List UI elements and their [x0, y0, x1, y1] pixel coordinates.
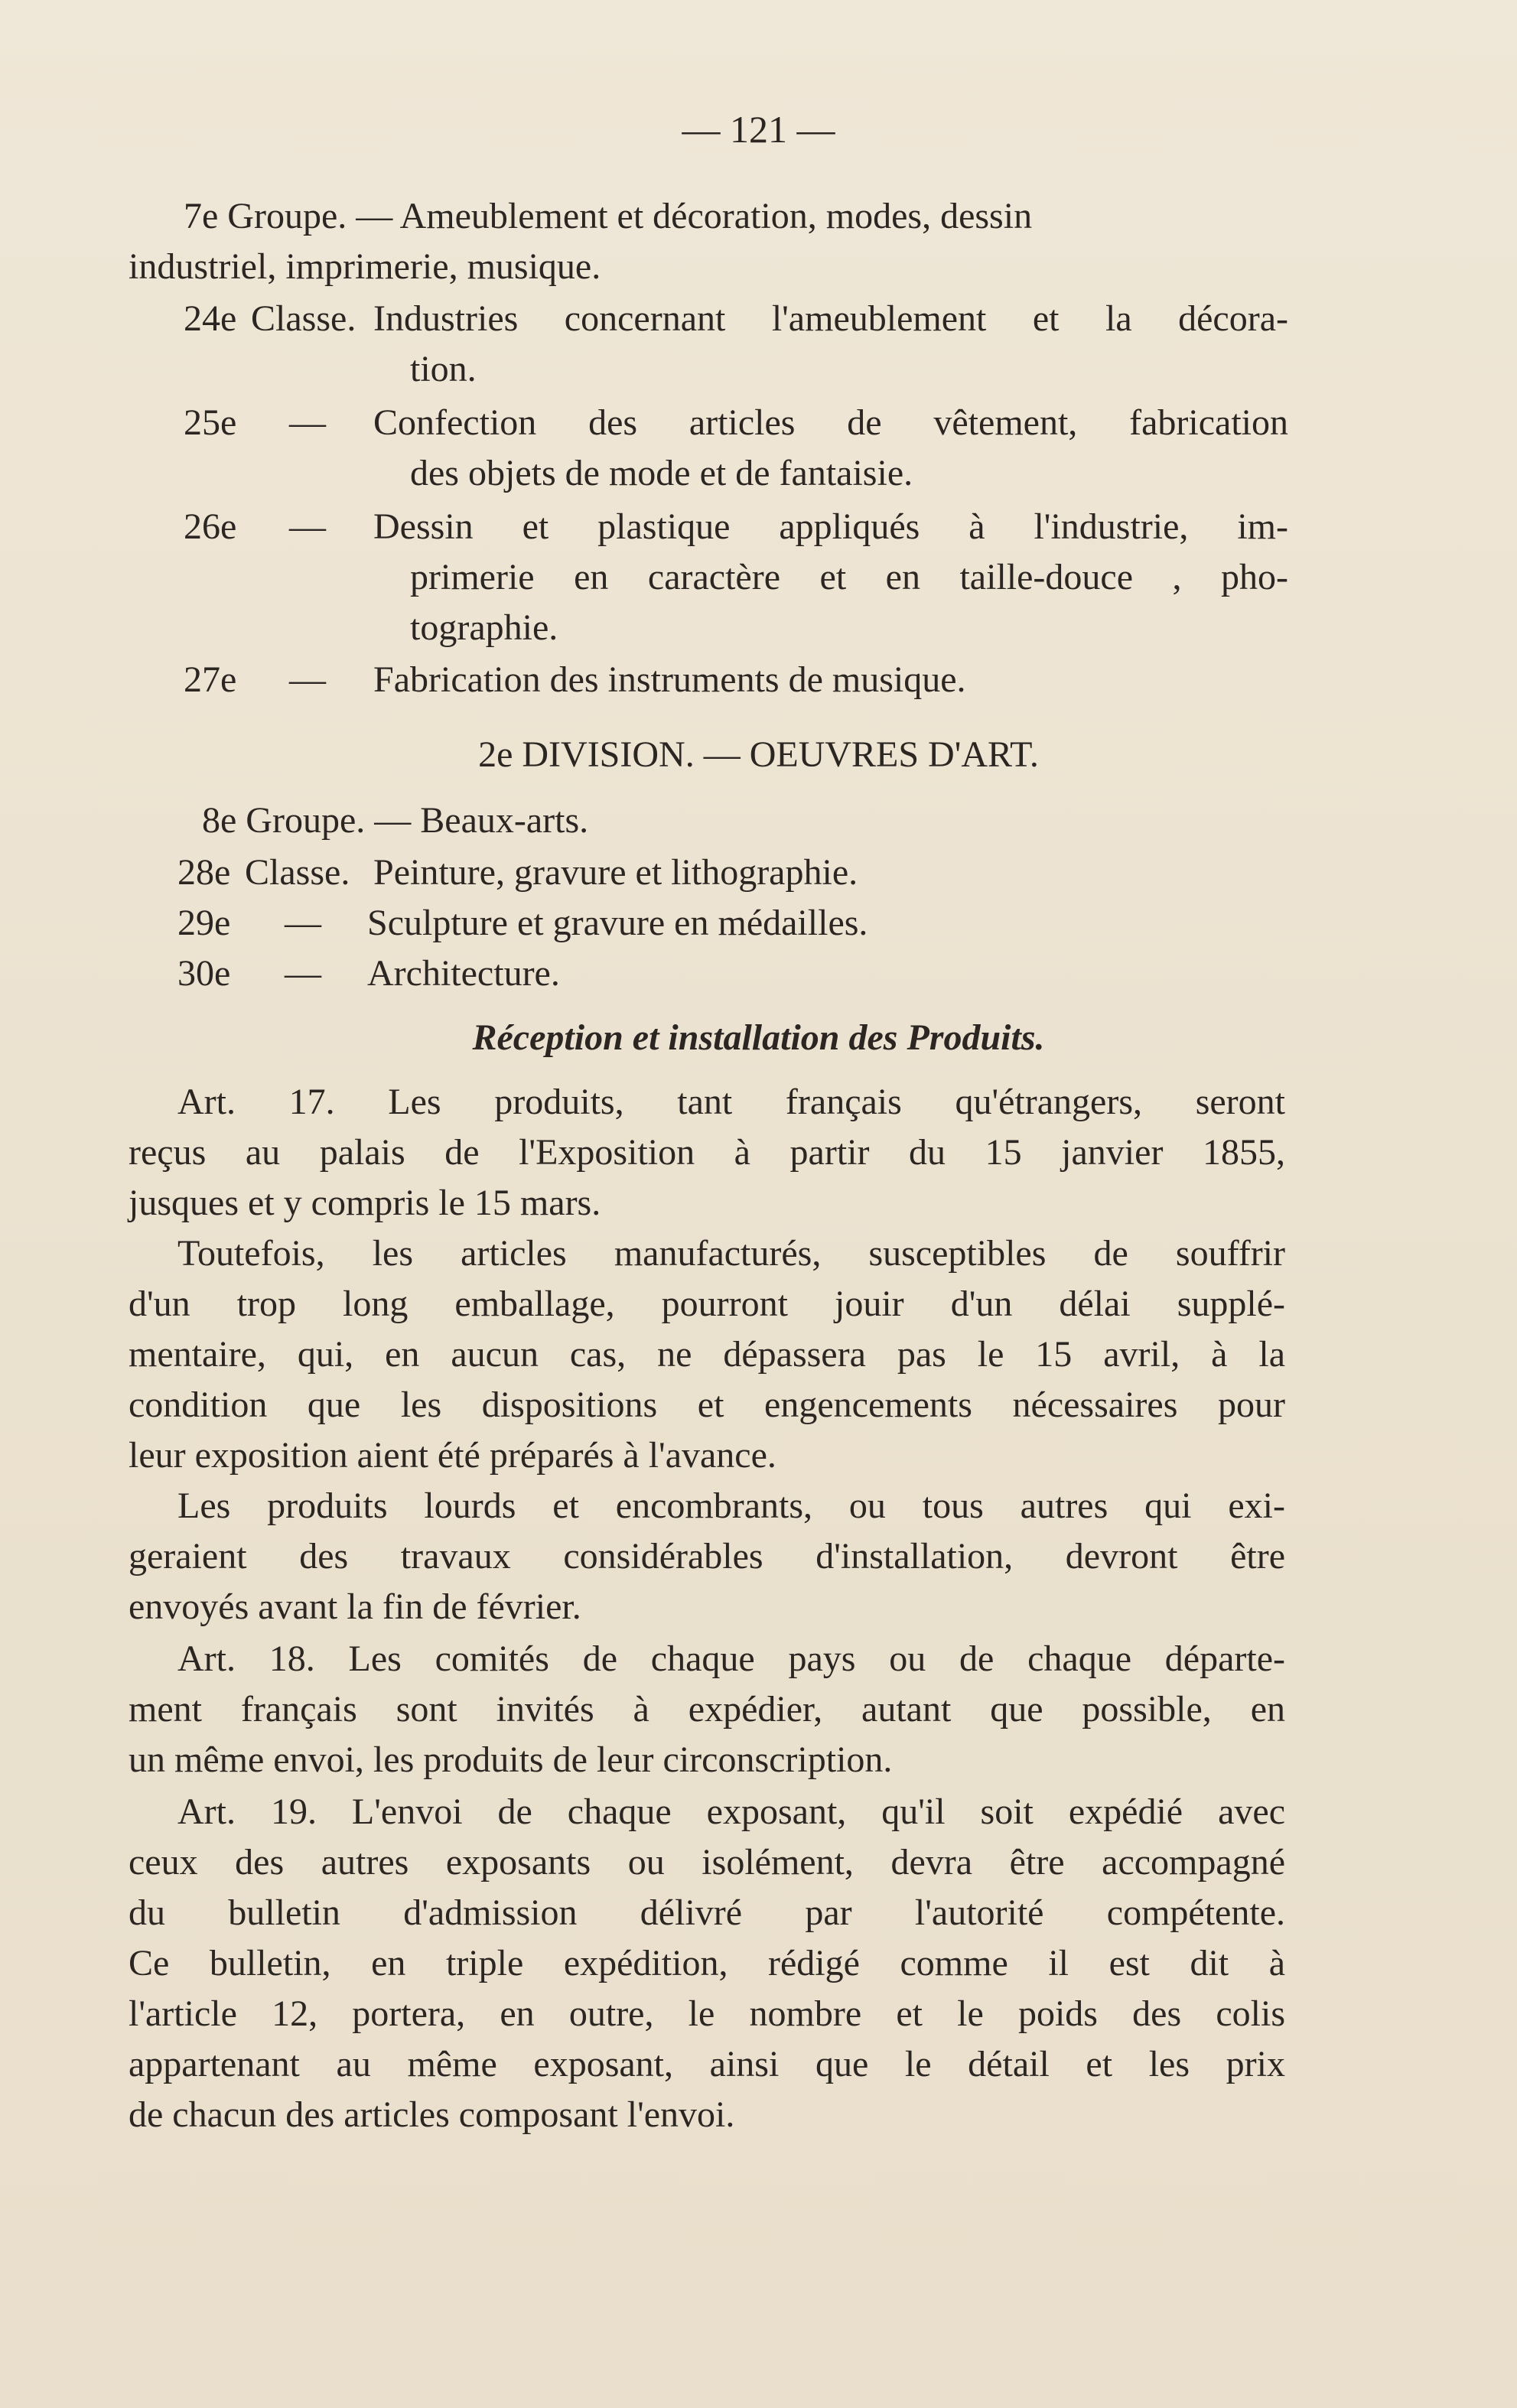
art17-line1: Art. 17. Les produits, tant français qu'étrangers, seront	[177, 1082, 1285, 1122]
class-26-line1: Dessin et plastique appliqués à l'industrie, im-	[373, 506, 1288, 547]
toutefois-line4: condition que les dispositions et engencements nécessaires pour	[129, 1385, 1285, 1425]
group8-heading: 8e Groupe. — Beaux-arts.	[202, 800, 589, 841]
page-number: — 121 —	[682, 108, 835, 151]
class-26-line2: primerie en caractère et en taille-douce , pho-	[410, 557, 1288, 597]
class-27-dash: —	[289, 659, 326, 700]
art17-line3: jusques et y compris le 15 mars.	[129, 1183, 601, 1223]
class-26-num: 26e	[184, 506, 237, 547]
class-28-label: Classe.	[245, 852, 350, 893]
class-29-num: 29e	[177, 903, 231, 943]
class-24-num: 24e	[184, 298, 237, 339]
class-24-label: Classe.	[251, 298, 356, 339]
art19-line5: l'article 12, portera, en outre, le nombre et le poids des colis	[129, 1993, 1285, 2034]
class-28-text: Peinture, gravure et lithographie.	[373, 852, 858, 893]
toutefois-line3: mentaire, qui, en aucun cas, ne dépassera pas le 15 avril, à la	[129, 1334, 1285, 1375]
class-26-dash: —	[289, 506, 326, 547]
lourds-line1: Les produits lourds et encombrants, ou tous autres qui exi-	[177, 1485, 1285, 1526]
class-28-num: 28e	[177, 852, 231, 893]
art19-line3: du bulletin d'admission délivré par l'autorité compétente.	[129, 1892, 1285, 1933]
class-25-line1: Confection des articles de vêtement, fabrication	[373, 402, 1288, 443]
class-25-num: 25e	[184, 402, 237, 443]
division-2-heading: 2e DIVISION. — OEUVRES D'ART.	[478, 734, 1039, 775]
art19-line7: de chacun des articles composant l'envoi.	[129, 2094, 735, 2135]
class-29-dash: —	[285, 903, 321, 943]
class-29-text: Sculpture et gravure en médailles.	[367, 903, 868, 943]
reception-heading: Réception et installation des Produits.	[472, 1017, 1045, 1058]
art18-line2: ment français sont invités à expédier, autant que possible, en	[129, 1689, 1285, 1730]
toutefois-line5: leur exposition aient été préparés à l'avance.	[129, 1435, 776, 1476]
toutefois-line1: Toutefois, les articles manufacturés, susceptibles de souffrir	[177, 1233, 1285, 1274]
class-30-num: 30e	[177, 953, 231, 994]
art19-line4: Ce bulletin, en triple expédition, rédigé comme il est dit à	[129, 1943, 1285, 1983]
art19-line6: appartenant au même exposant, ainsi que le détail et les prix	[129, 2044, 1285, 2084]
class-24-line2: tion.	[410, 349, 477, 389]
class-26-line3: tographie.	[410, 607, 558, 648]
art18-line3: un même envoi, les produits de leur circonscription.	[129, 1739, 893, 1780]
class-30-text: Architecture.	[367, 953, 560, 994]
group7-line2: industriel, imprimerie, musique.	[129, 246, 601, 287]
art17-line2: reçus au palais de l'Exposition à partir du 15 janvier 1855,	[129, 1132, 1285, 1173]
group7-line1: 7e Groupe. — Ameublement et décoration, modes, dessin	[184, 196, 1033, 236]
art19-line1: Art. 19. L'envoi de chaque exposant, qu'il soit expédié avec	[177, 1791, 1285, 1832]
lourds-line3: envoyés avant la fin de février.	[129, 1586, 581, 1627]
toutefois-line2: d'un trop long emballage, pourront jouir d'un délai supplé-	[129, 1284, 1285, 1324]
class-25-line2: des objets de mode et de fantaisie.	[410, 453, 913, 493]
class-27-num: 27e	[184, 659, 237, 700]
class-24-line1: Industries concernant l'ameublement et la décora-	[373, 298, 1288, 339]
class-25-dash: —	[289, 402, 326, 443]
class-27-line1: Fabrication des instruments de musique.	[373, 659, 966, 700]
class-30-dash: —	[285, 953, 321, 994]
lourds-line2: geraient des travaux considérables d'installation, devront être	[129, 1536, 1285, 1577]
art18-line1: Art. 18. Les comités de chaque pays ou de chaque départe-	[177, 1638, 1285, 1679]
art19-line2: ceux des autres exposants ou isolément, devra être accompagné	[129, 1842, 1285, 1882]
